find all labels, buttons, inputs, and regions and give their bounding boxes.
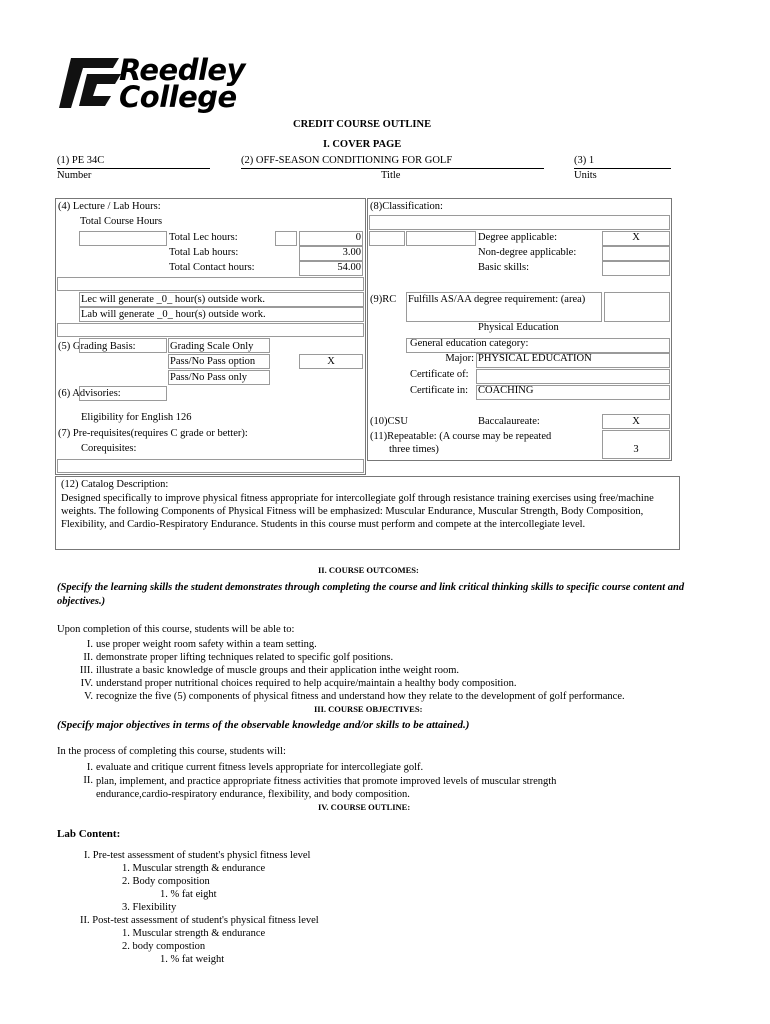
basic-skills-label: Basic skills: <box>478 262 530 273</box>
objective-number: II. <box>83 775 93 786</box>
outline-line: 1. Muscular strength & endurance <box>122 928 266 939</box>
course-outcomes-heading: II. COURSE OUTCOMES: <box>318 565 419 575</box>
lec-outside-work: Lec will generate _0_ hour(s) outside work. <box>81 294 265 305</box>
outcome-number: III. <box>79 665 93 676</box>
logo-line-2: College <box>119 80 237 114</box>
total-lec-value: 0 <box>355 232 361 243</box>
certificate-in-label: Certificate in: <box>410 385 469 396</box>
total-lec-box <box>275 231 297 246</box>
baccalaureate-mark: X <box>632 416 640 427</box>
eligibility-english: Eligibility for English 126 <box>81 412 192 423</box>
lab-outside-work: Lab will generate _0_ hour(s) outside work. <box>81 309 266 320</box>
units-label: Units <box>574 170 597 181</box>
prereq-spacer <box>57 459 364 473</box>
catalog-description-text: Designed specifically to improve physical fitness appropriate for intercollegiate golf through resistance training exercises using free/machine weights. The following Components of Physical Fitness will be emphasized: Muscular Endurance, Muscular Strength, Body Composition, Flexibility, and Cardio-Respiratory Endurance. Students in this course must perform and compete at the intercollegiate level. <box>61 493 654 530</box>
classification-label: (8)Classification: <box>370 201 443 212</box>
outline-line: 1. % fat eight <box>160 889 217 900</box>
fulfills-area-box <box>604 292 670 322</box>
prerequisites-label: (7) Pre-requisites(requires C grade or better): <box>58 428 248 439</box>
outcome-text: use proper weight room safety within a team setting. <box>96 639 317 650</box>
outcome-text: demonstrate proper lifting techniques related to specific golf positions. <box>96 652 394 663</box>
total-lec-label: Total Lec hours: <box>169 232 238 243</box>
csu-label: (10)CSU <box>370 416 408 427</box>
fulfills-label: Fulfills AS/AA degree requirement: (area) <box>408 294 586 305</box>
college-logo-mark-icon <box>57 56 127 110</box>
objective-number: I. <box>86 762 93 773</box>
certificate-of-label: Certificate of: <box>410 369 469 380</box>
number-label: Number <box>57 170 92 181</box>
baccalaureate-label: Baccalaureate: <box>478 416 540 427</box>
repeatable-value: 3 <box>633 444 639 455</box>
outline-line: 2. body compostion <box>122 941 206 952</box>
classification-grid-1 <box>369 231 405 246</box>
outcome-text: understand proper nutritional choices required to help acquire/maintain a healthy body composition. <box>96 678 517 689</box>
course-outcomes-intro: Upon completion of this course, students will be able to: <box>57 624 295 635</box>
logo-line-1: Reedley <box>119 53 245 87</box>
course-outcomes-instruction: (Specify the learning skills the student demonstrates through completing the course and link critical thinking skills to specific course content and objectives.) <box>57 582 685 607</box>
physical-education-label: Physical Education <box>478 322 559 333</box>
catalog-description-label: (12) Catalog Description: <box>61 479 169 490</box>
repeatable-line-1: (11)Repeatable: (A course may be repeated <box>370 431 552 442</box>
pass-no-pass-option-mark: X <box>327 356 335 367</box>
total-lab-value: 3.00 <box>342 247 361 258</box>
certificate-of-cell <box>476 369 670 384</box>
lecture-lab-hours-label: (4) Lecture / Lab Hours: <box>58 201 161 212</box>
major-value: PHYSICAL EDUCATION <box>478 353 592 364</box>
advisories-cell <box>79 386 167 401</box>
course-title: (2) OFF-SEASON CONDITIONING FOR GOLF <box>241 155 453 166</box>
rc-label: (9)RC <box>370 294 397 305</box>
total-course-hours-label: Total Course Hours <box>80 216 163 227</box>
outcome-number: II. <box>83 652 93 663</box>
course-units-underline <box>574 168 671 169</box>
ge-category-label: General education category: <box>410 338 529 349</box>
classification-grid-2 <box>406 231 476 246</box>
pass-no-pass-only: Pass/No Pass only <box>170 372 248 383</box>
certificate-in-value: COACHING <box>478 385 534 396</box>
course-objectives-intro: In the process of completing this course, students will: <box>57 746 286 757</box>
hours-row-spacer-2 <box>57 323 364 337</box>
title-label: Title <box>381 170 401 181</box>
classification-top-row <box>369 215 670 230</box>
lab-content-label: Lab Content: <box>57 828 121 840</box>
non-degree-label: Non-degree applicable: <box>478 247 577 258</box>
degree-applicable-label: Degree applicable: <box>478 232 557 243</box>
outline-line: 1. Muscular strength & endurance <box>122 863 266 874</box>
outcome-text: illustrate a basic knowledge of muscle groups and their application inthe weight room. <box>96 665 460 676</box>
corequisites-label: Corequisites: <box>81 443 137 454</box>
hours-grid-spacer <box>79 231 167 246</box>
outcome-number: IV. <box>80 678 93 689</box>
pass-no-pass-option: Pass/No Pass option <box>170 356 256 367</box>
course-objectives-instruction: (Specify major objectives in terms of the observable knowledge and/or skills to be attained.) <box>57 719 470 731</box>
course-objectives-heading: III. COURSE OBJECTIVES: <box>314 704 423 714</box>
hours-row-spacer <box>57 277 364 291</box>
college-logo <box>57 53 282 114</box>
grading-basis-label: (5) Grading Basis: <box>58 341 136 352</box>
total-lab-label: Total Lab hours: <box>169 247 239 258</box>
course-number-underline <box>57 168 210 169</box>
non-degree-mark-cell <box>602 246 670 261</box>
total-contact-value: 54.00 <box>337 262 361 273</box>
total-contact-label: Total Contact hours: <box>169 262 255 273</box>
document-title: CREDIT COURSE OUTLINE <box>293 119 432 130</box>
outline-line: 2. Body composition <box>122 876 210 887</box>
course-outline-heading: IV. COURSE OUTLINE: <box>318 802 411 812</box>
outline-line: 1. % fat weight <box>160 954 225 965</box>
degree-applicable-mark: X <box>632 232 640 243</box>
advisories-label: (6) Advisories: <box>58 388 121 399</box>
grading-scale-only: Grading Scale Only <box>170 341 254 352</box>
course-number: (1) PE 34C <box>57 155 105 166</box>
outline-line: II. Post-test assessment of student's physical fitness level <box>80 915 319 926</box>
major-label: Major: <box>445 353 474 364</box>
objective-text: plan, implement, and practice appropriate fitness activities that promote improved levels of muscular strength endurance,cardio-respiratory endurance, flexibility, and body composition. <box>96 776 557 800</box>
objective-text: evaluate and critique current fitness levels appropriate for intercollegiate golf. <box>96 762 424 773</box>
outline-line: 3. Flexibility <box>122 902 177 913</box>
basic-skills-mark-cell <box>602 261 670 276</box>
outcome-text: recognize the five (5) components of physical fitness and understand how they relate to the development of golf performance. <box>96 691 625 702</box>
outcome-number: I. <box>86 639 93 650</box>
course-title-underline <box>241 168 544 169</box>
section-cover-page: I. COVER PAGE <box>323 139 402 150</box>
grading-basis-cell <box>79 338 167 353</box>
repeatable-line-2: three times) <box>389 444 439 455</box>
outcome-number: V. <box>84 691 93 702</box>
outline-line: I. Pre-test assessment of student's physicl fitness level <box>84 850 311 861</box>
course-units: (3) 1 <box>574 155 595 166</box>
